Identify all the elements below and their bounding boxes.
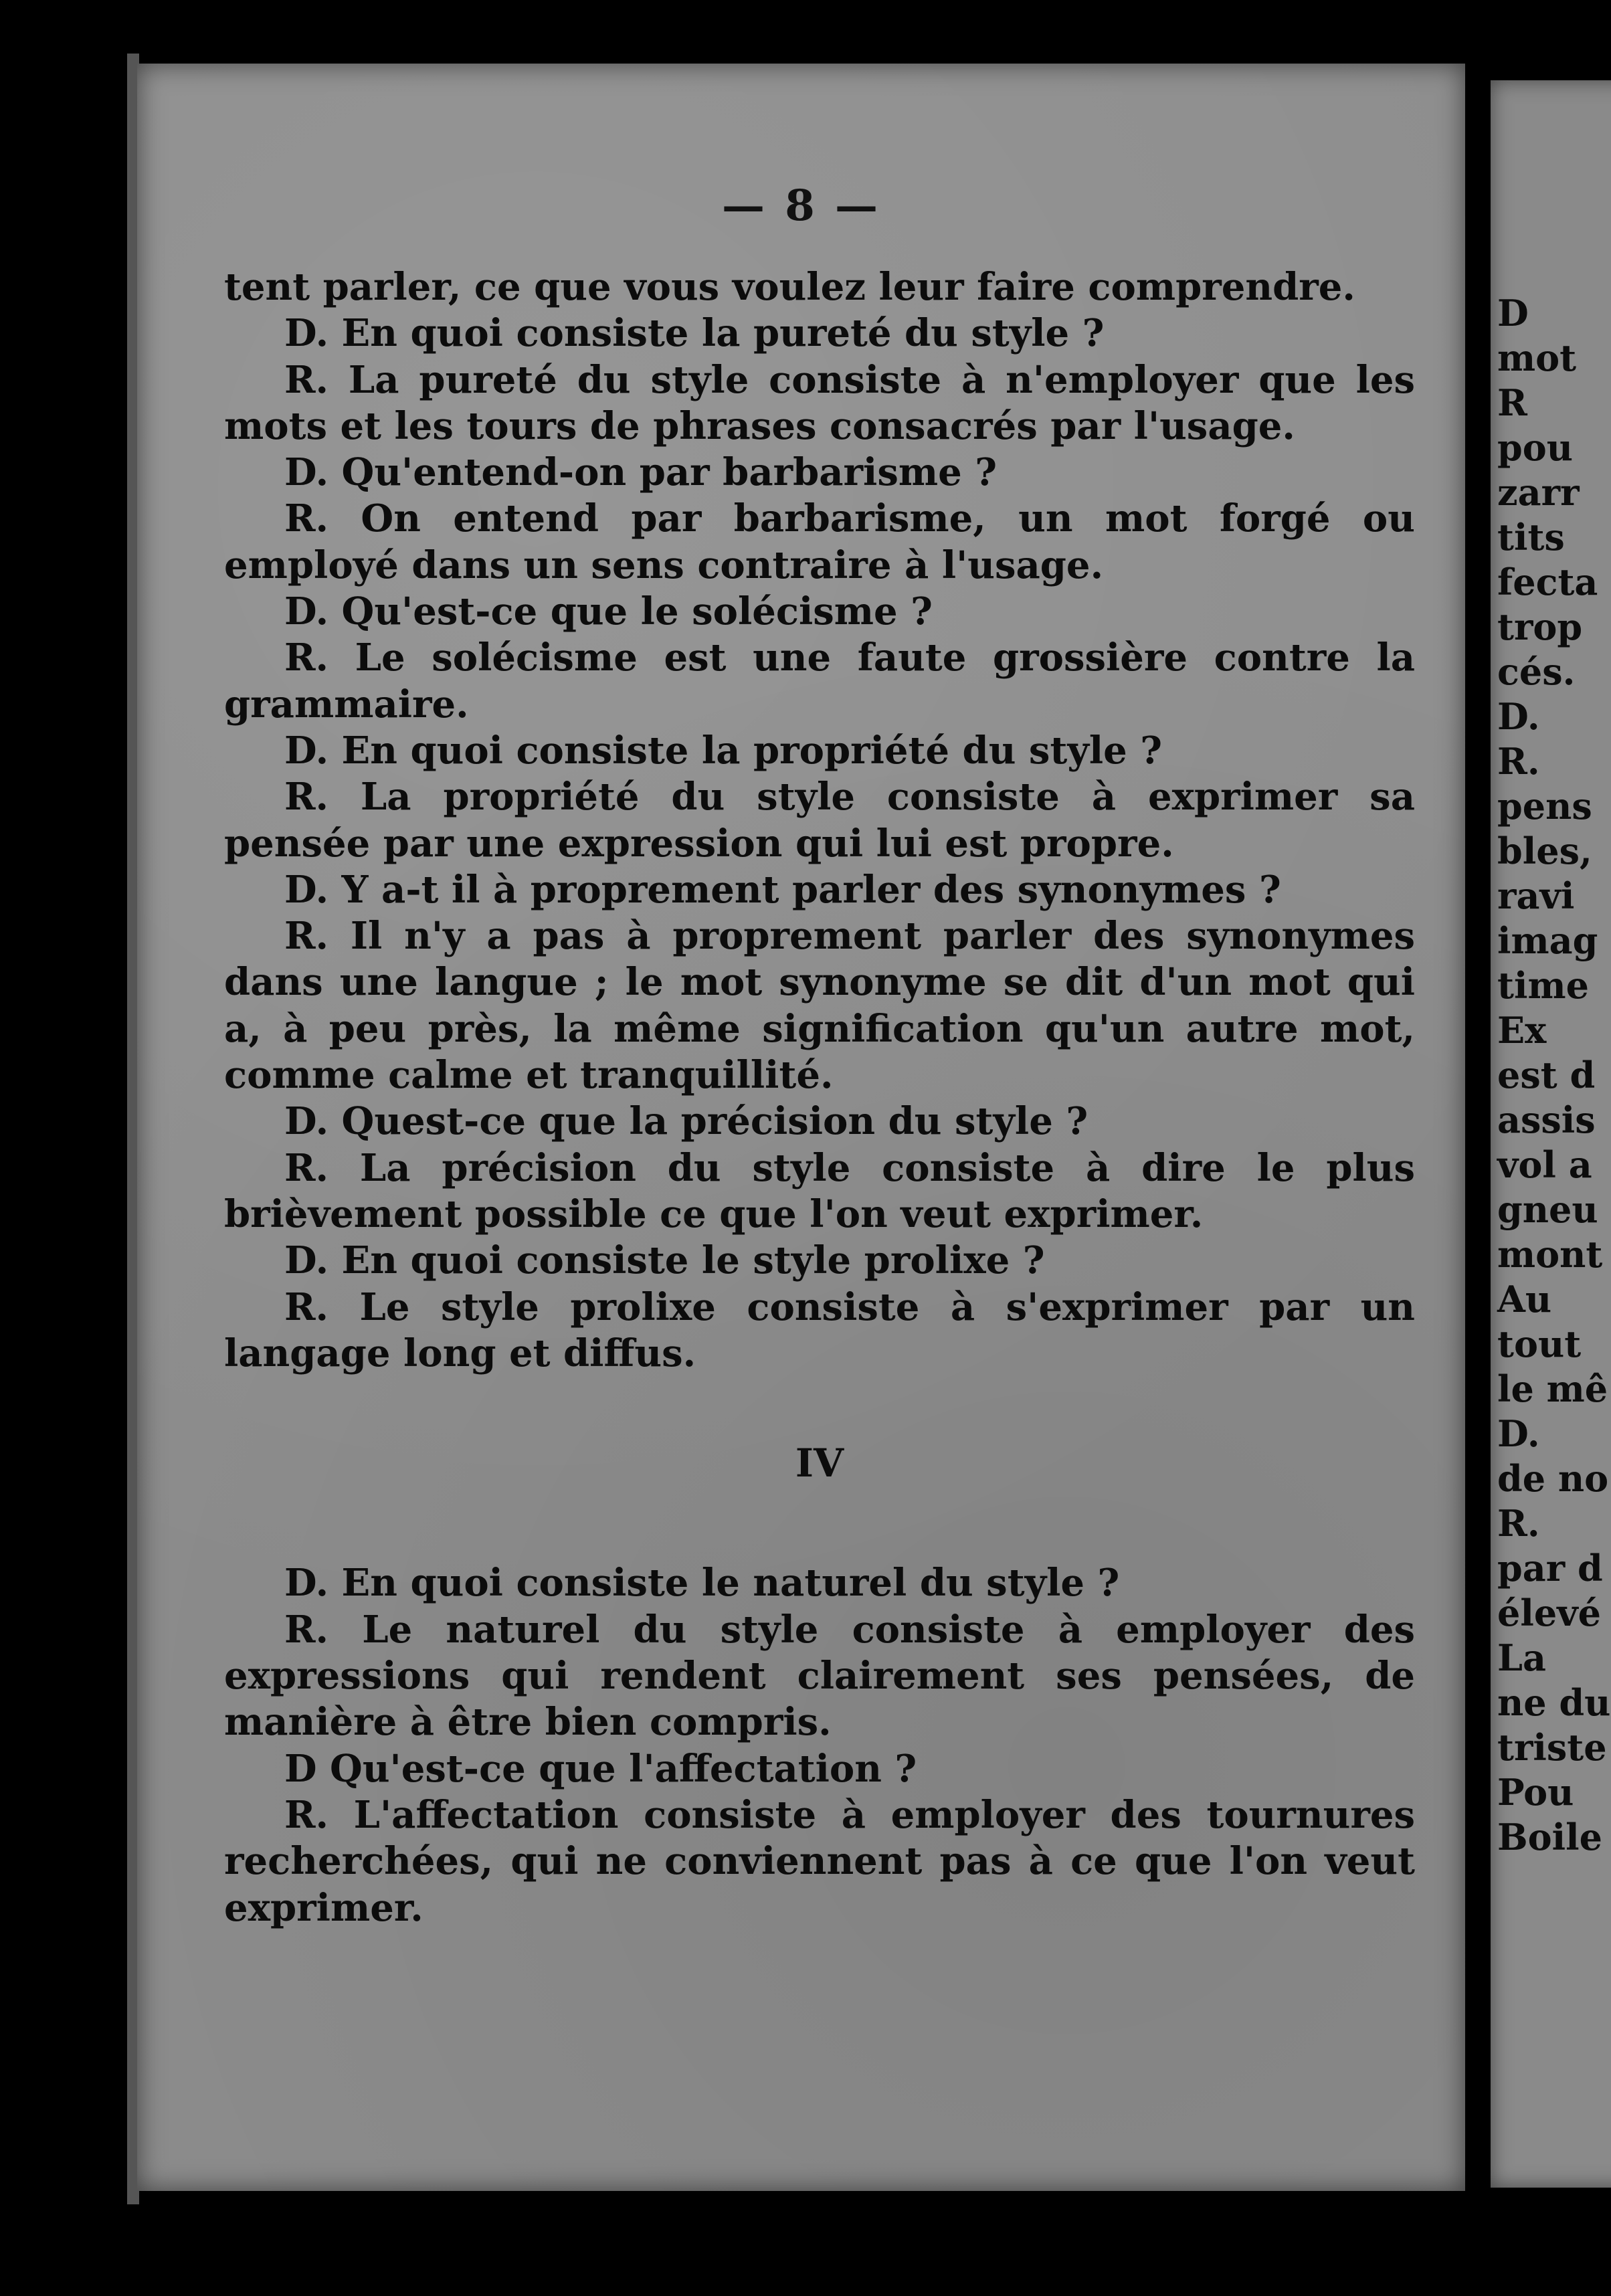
- question: D. En quoi consiste le naturel du style ?: [284, 1561, 1120, 1606]
- line-fragment: D.: [1497, 695, 1540, 738]
- line-fragment: vol a: [1497, 1143, 1592, 1186]
- line-fragment: D.: [1497, 1412, 1540, 1455]
- line-fragment: fecta: [1497, 561, 1598, 603]
- line-fragment: R.: [1497, 740, 1540, 783]
- paragraph-continuation: tent parler, ce que vous voulez leur faire comprendre.: [224, 265, 1355, 309]
- line-fragment: bles,: [1497, 830, 1592, 872]
- answer: R. Le naturel du style consiste à employer des expressions qui rendent clairement ses pensées, de manière à être bien compris.: [224, 1607, 1415, 1745]
- line-fragment: La: [1497, 1636, 1546, 1679]
- line-fragment: tits: [1497, 516, 1565, 559]
- line-fragment: ravi: [1497, 874, 1575, 917]
- line-fragment: le mê: [1497, 1367, 1608, 1410]
- question: D. Quest-ce que la précision du style ?: [284, 1099, 1088, 1144]
- page-body: [224, 264, 1415, 1931]
- line-fragment: R: [1497, 381, 1527, 424]
- section-heading: IV: [795, 1440, 844, 1487]
- line-fragment: cés.: [1497, 650, 1576, 693]
- line-fragment: tout: [1497, 1323, 1582, 1365]
- question: D. En quoi consiste la propriété du style ?: [284, 728, 1163, 773]
- line-fragment: time: [1497, 964, 1589, 1007]
- answer: R. Il n'y a pas à proprement parler des synonymes dans une langue ; le mot synonyme se dit d'un mot qui a, à peu près, la même signification qu'un autre mot, comme calme et tranquillité.: [224, 914, 1415, 1098]
- line-fragment: D: [1497, 292, 1529, 334]
- line-fragment: de no: [1497, 1457, 1609, 1500]
- page-number: — 8 —: [721, 181, 881, 231]
- answer: R. On entend par barbarisme, un mot forgé ou employé dans un sens contraire à l'usage.: [224, 496, 1415, 587]
- line-fragment: zarr: [1497, 471, 1580, 514]
- line-fragment: assis: [1497, 1098, 1596, 1141]
- line-fragment: mot: [1497, 337, 1577, 379]
- line-fragment: R.: [1497, 1502, 1540, 1545]
- line-fragment: Ex: [1497, 1009, 1547, 1052]
- line-fragment: ne du: [1497, 1681, 1611, 1724]
- question: D. En quoi consiste le style prolixe ?: [284, 1238, 1045, 1283]
- right-page-text: [1497, 291, 1610, 1860]
- line-fragment: par d: [1497, 1547, 1603, 1590]
- line-fragment: pens: [1497, 785, 1592, 828]
- line-fragment: élevé: [1497, 1592, 1601, 1634]
- question: D. Qu'entend-on par barbarisme ?: [284, 450, 998, 495]
- answer: R. Le solécisme est une faute grossière contre la grammaire.: [224, 636, 1415, 727]
- line-fragment: mont: [1497, 1233, 1603, 1276]
- line-fragment: imag: [1497, 919, 1598, 962]
- answer: R. La propriété du style consiste à exprimer sa pensée par une expression qui lui est propre.: [224, 775, 1415, 866]
- line-fragment: Au: [1497, 1278, 1552, 1321]
- book-page-right-cropped: [1491, 80, 1611, 2188]
- line-fragment: est d: [1497, 1054, 1596, 1096]
- question: D. Qu'est-ce que le solécisme ?: [284, 589, 933, 634]
- question: D. En quoi consiste la pureté du style ?: [284, 311, 1105, 356]
- answer: R. L'affectation consiste à employer des tournures recherchées, qui ne conviennent pas à ce que l'on veut exprimer.: [224, 1792, 1415, 1930]
- line-fragment: trop: [1497, 605, 1583, 648]
- book-page-left: [137, 64, 1465, 2191]
- answer: R. Le style prolixe consiste à s'exprimer par un langage long et diffus.: [224, 1284, 1415, 1375]
- answer: R. La pureté du style consiste à n'employer que les mots et les tours de phrases consacrés par l'usage.: [224, 357, 1415, 448]
- question: D. Y a-t il à proprement parler des synonymes ?: [284, 867, 1281, 912]
- line-fragment: Pou: [1497, 1771, 1574, 1814]
- line-fragment: pou: [1497, 426, 1574, 469]
- answer: R. La précision du style consiste à dire le plus brièvement possible ce que l'on veut exprimer.: [224, 1145, 1415, 1236]
- question: D Qu'est-ce que l'affectation ?: [284, 1746, 917, 1791]
- line-fragment: triste: [1497, 1726, 1607, 1769]
- line-fragment: Boile: [1497, 1816, 1603, 1858]
- line-fragment: gneu: [1497, 1188, 1598, 1231]
